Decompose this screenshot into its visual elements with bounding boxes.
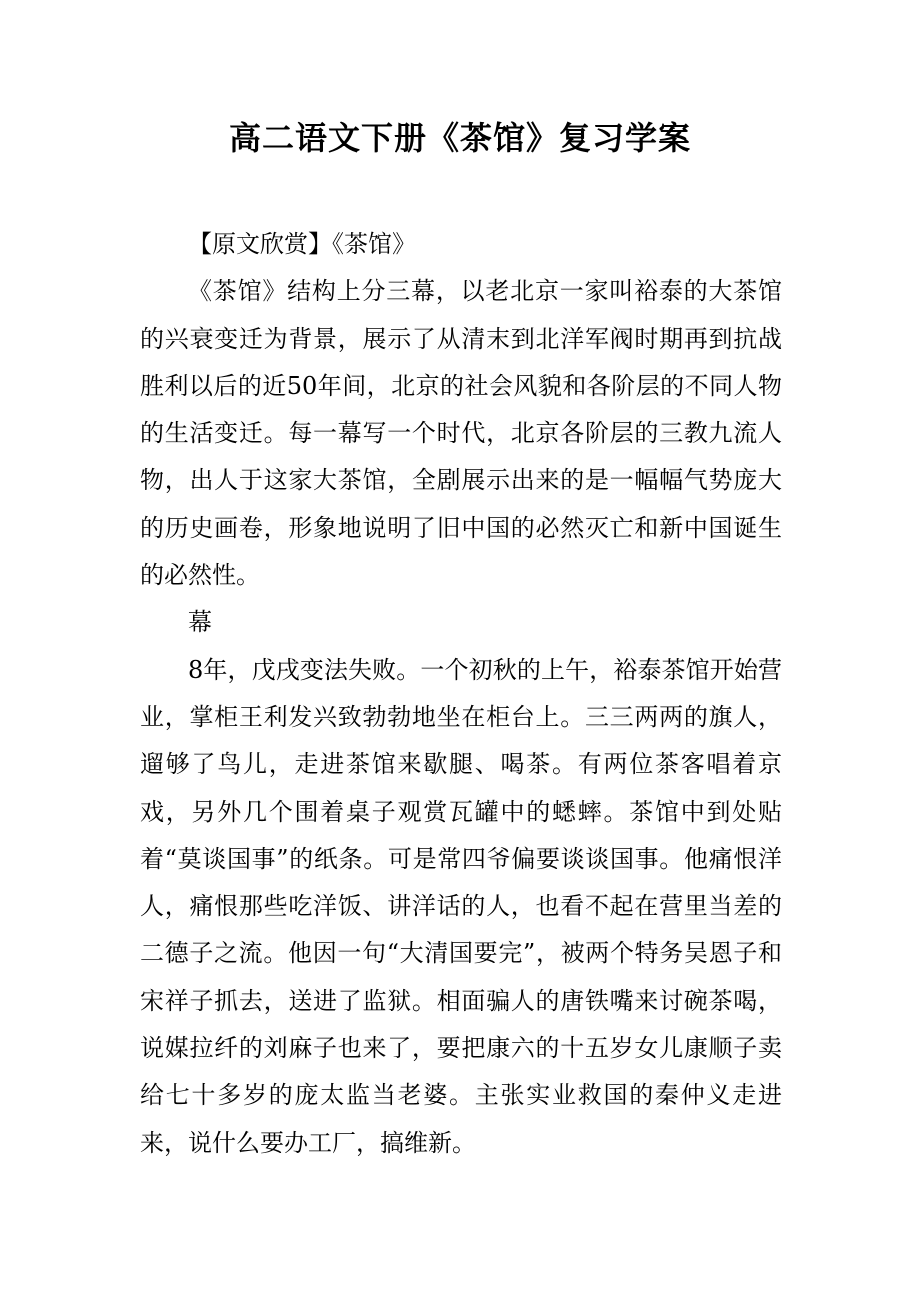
document-title: 高二语文下册《茶馆》复习学案 xyxy=(228,119,691,157)
section-heading-act: 幕 xyxy=(188,608,212,637)
paragraph-act-summary: 8年，戊戌变法失败。一个初秋的上午，裕泰茶馆开始营业，掌柜王利发兴致勃勃地坐在柜台上。三三两两的旗人，遛够了鸟儿，走进茶馆来歇腿、喝茶。有两位茶客唱着京戏，另外几个围着桌子观赏瓦罐中的蟋蟀。茶馆中到处贴着“莫谈国事”的纸条。可是常四爷偏要谈谈国事。他痛恨洋人，痛恨那些吃洋饭、讲洋话的人，也看不起在营里当差的二德子之流。他因一句“大清国要完”，被两个特务吴恩子和宋祥子抓去，送进了监狱。相面骗人的唐铁嘴来讨碗茶喝，说媒拉纤的刘麻子也来了，要把康六的十五岁女儿康顺子卖给七十多岁的庞太监当老婆。主张实业救国的秦仲义走进来，说什么要办工厂，搞维新。 xyxy=(140,655,782,1157)
paragraph-introduction: 《茶馆》结构上分三幕，以老北京一家叫裕泰的大茶馆的兴衰变迁为背景，展示了从清末到北洋军阀时期再到抗战胜利以后的近50年间，北京的社会风貌和各阶层的不同人物的生活变迁。每一幕写一个时代，北京各阶层的三教九流人物，出人于这家大茶馆，全剧展示出来的是一幅幅气势庞大的历史画卷，形象地说明了旧中国的必然灭亡和新中国诞生的必然性。 xyxy=(140,277,782,590)
section-heading-original-text: 【原文欣赏】《茶馆》 xyxy=(188,230,416,258)
document-body xyxy=(140,221,782,1167)
